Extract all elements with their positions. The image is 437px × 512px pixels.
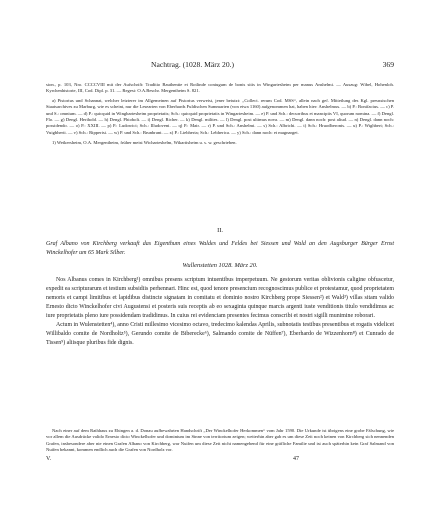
place-date: Wullenstetten 1028. März 20. bbox=[182, 262, 258, 269]
variant-readings: a) Pistorius und Schannat, welcher letzterer im Allgemeinen auf Pistorius verweist, jener beiutzt: „Collect. rerum Cod. MSS“, allein nach gef. Mitteilung des Kgl. preussischen Staatsarchives zu Marburg, wie es scheint, nur die Lesearten von Eberhards Fuldischen Summarien (von etwa 1160) aufgenommen hat, haben hier: Anshelmus. — b) P.: Bonifacius. — c) P. und S.: omnium. — d) P.: quicquid in Wingbartesheim proprietatis; Sch.: quicquid proprietatis in Wingartesheim. — e) P. und Sch.: decurribus et mancipiis VI, quorum nomina. — f) Dengl. Flo. — g) Dengl. Herihold. — h) Dengl. Phiobolt. — i) Dengl. Richer. — k) Dengl. milites. — l) Dengl. post ultimus nova. — m) Dengl. dann noch: post aliud. — n) Dengl. dann noch: possidendo. — o) P.: XXIII. — p) P.: Ludowici; Sch.: Illudoveni. — q) P.: Mair. — r) P. und Sch.: Anshelmi. — s) Sch.: Albrichi. — t) Sch.: Hruodberonis. — u) P.: Wighbert; Sch.: Vuigbherti. — v) Sch.: Ripperisi. — w) P. und Sch.: Brunbrant. — x) P.: Liebheria; Sch.: Lebherica. — y) Sch.: dann noch: et magnarget. bbox=[46, 97, 394, 135]
charter-text bbox=[46, 276, 394, 348]
source-note: sion., p. 103, Nro. CCCCVIII mit der Aufschrift: Traditio Bauthentie et Rotlinde coniugum de bonis sitis in Wingartesheim per manus Anshelmi. — Auszug: Wibel, Hohenloh. Kyrchenhistorie, III, Cod. Dipl. p. 31. — Regest: O.A.Beschr. Mergentheim S. 821. bbox=[46, 82, 394, 94]
page-number: 369 bbox=[382, 60, 394, 69]
document-title: Graf Albano von Kirchberg verkauft das Eigenthum eines Waldes und Feldes bei Siessen und Wald an den Augsburger Bürger Ernst Winckelhofer um 65 Mark Silber. bbox=[46, 241, 394, 256]
charter-paragraph: Actum in Wulenstetten⁴), anno Cristi millesimo vicesimo octavo, tredecimo kalendas Aprilis, subnotatis testibus presentibus et rogatis videlicet Willibaldo comite de Nordholtz⁵), Gerundo comite de Biberecke⁶), Salmando comite de Nüffen⁷), Eberhardo de Wizzenhorn⁸) et Cunrado de Tissen⁹) aliisque pluribus fide dignis. bbox=[46, 322, 394, 346]
charter-paragraph: Nos Albanus comes in Kirchberg¹) omnibus presens scriptum intuentibus imperpetuum. Ne gestorum veritas oblivionis caligine obfuscetur, expedit ea scripturarum et testium subsidiis perhennari. Hinc est, quod tenore presencium recognoscimus publice et protestamur, quod proprietatem nemoris et campi limitibus et lapidibus distincte signatam in comitatu et dominio nostro Kirchberg prope Siessen²) et Wald³) villas sitam valido Ernesto dicto Winckelhofer civi Augustensi et posteris suis receptis ab eo sexaginta quinque marcis argenti iuste venditionis titulo vendidimus ac iure proprietatis pleno iure possidendam tradidimus. In cuius rei evidenciam presentes fecimus conscribi et nostri sigilli munimine roborari. bbox=[46, 277, 394, 319]
previous-document-notes bbox=[46, 82, 394, 147]
header-title: Nachtrag. (1028. März 20.) bbox=[151, 60, 235, 69]
running-header bbox=[46, 60, 394, 72]
volume-signature: V. bbox=[46, 456, 52, 462]
footnote: Nach einer auf dem Rathhaus zu Ehingen a. d. Donau aufbewahrten Handschrift „Der Winckelhofer Herkommen“ vom Jahr 1590. Die Urkunde ist übrigens eine grobe Fälschung, wie vor allem die Ausdrücke valido Ernesto dicto Winckelhofer und dominium im Sinne von territorium zeigen; weiterhin aber gab es um diese Zeit noch keinen von Kirchberg sich nennenden Grafen, insbesondere aber nie einen Grafen Albano von Kirchberg, war Nuifen um diese Zeit nicht namengebend für eine gräfliche Familie und ist auch späterhin kein Graf Salmand von Nuifen bekannt, kommen endlich auch die Grafen von Nordholz vor. bbox=[46, 428, 394, 453]
sheet-signature: 47 bbox=[293, 456, 299, 462]
document-page bbox=[46, 0, 394, 512]
place-note: 1) Weikersheim, O.A. Mergentheim, früher meist Wicharteshelm, Wikartisheim u. s. w. geschrieben. bbox=[52, 140, 237, 146]
document-number: II. bbox=[217, 227, 223, 234]
